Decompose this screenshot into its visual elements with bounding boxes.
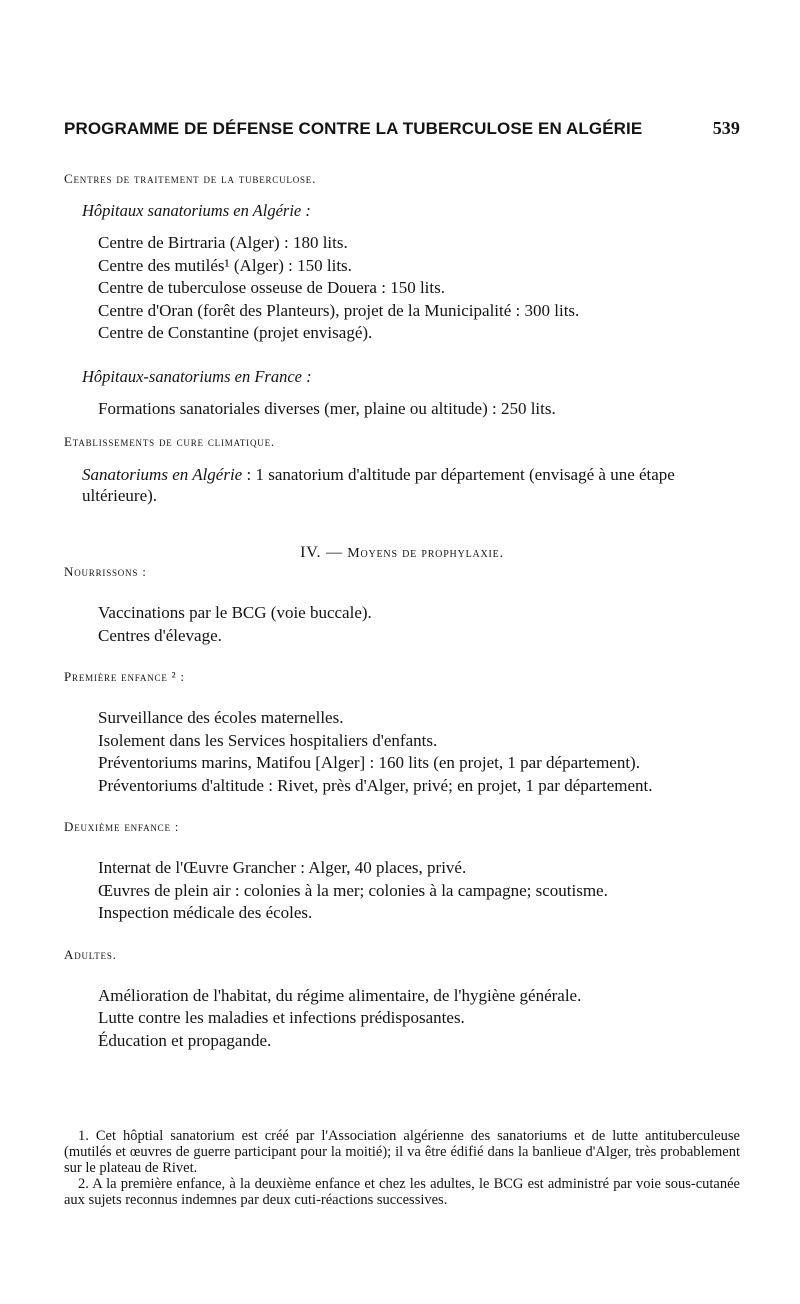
list-early-childhood <box>98 707 740 797</box>
list-item: Surveillance des écoles maternelles. <box>98 708 344 727</box>
list-item: Centre de tuberculose osseuse de Douera : 150 lits. <box>98 278 445 297</box>
list-item: Centre de Constantine (projet envisagé). <box>98 323 373 342</box>
footnote-1: 1. Cet hôptial sanatorium est créé par l'Association algérienne des sanatoriums et de lutte antituberculeuse (mutilés et œuvres de guerre participant pour la moitié); il va être édifié dans la banlieue d'Alger, très probablement sur le plateau de Rivet. <box>64 1128 740 1176</box>
list-item: Vaccinations par le BCG (voie buccale). <box>98 603 372 622</box>
subheading-hospitals-algeria: Hôpitaux sanatoriums en Algérie : <box>82 201 311 220</box>
list-hospitals-france <box>98 398 740 421</box>
list-item: Centre de Birtraria (Alger) : 180 lits. <box>98 233 348 252</box>
list-infants <box>98 602 740 647</box>
footnotes <box>64 1128 740 1208</box>
section-heading-adults: Adultes. <box>64 946 117 962</box>
list-item: Centre d'Oran (forêt des Planteurs), projet de la Municipalité : 300 lits. <box>98 300 580 320</box>
list-item: Préventoriums d'altitude : Rivet, près d'Alger, privé; en projet, 1 par département. <box>98 775 653 795</box>
list-item: Éducation et propagande. <box>98 1030 272 1050</box>
section-heading-treatment-centers: Centres de traitement de la tuberculose. <box>64 171 317 186</box>
footnote-2: 2. A la première enfance, à la deuxième enfance et chez les adultes, le BCG est administré par voie sous-cutanée aux sujets reconnus indemnes par deux cuti-réactions successives. <box>64 1176 740 1208</box>
chapter-title: Moyens de prophylaxie. <box>347 546 504 561</box>
chapter-number: IV. — <box>300 544 343 561</box>
list-item: Lutte contre les maladies et infections prédisposantes. <box>98 1008 465 1027</box>
paragraph-lead: Sanatoriums en Algérie <box>82 465 243 484</box>
list-item: Internat de l'Œuvre Grancher : Alger, 40 places, privé. <box>98 858 467 877</box>
list-item: Œuvres de plein air : colonies à la mer; colonies à la campagne; scoutisme. <box>98 880 608 900</box>
running-title: PROGRAMME DE DÉFENSE CONTRE LA TUBERCULOSE EN ALGÉRIE <box>64 119 643 138</box>
page-body <box>64 118 740 1066</box>
section-heading-infants: Nourrissons : <box>64 564 147 579</box>
list-item: Centres d'élevage. <box>98 625 222 645</box>
paragraph-text: : 1 sanatorium d'altitude par département (envisagé à une étape ultérieure). <box>82 465 675 505</box>
paragraph-sanatoriums <box>82 464 740 506</box>
running-header <box>64 118 740 139</box>
list-item: Isolement dans les Services hospitaliers d'enfants. <box>98 730 438 750</box>
list-adults <box>98 985 740 1053</box>
subheading-hospitals-france: Hôpitaux-sanatoriums en France : <box>82 366 312 386</box>
chapter-heading <box>64 544 740 562</box>
list-item: Inspection médicale des écoles. <box>98 903 313 922</box>
section-heading-second-childhood: Deuxième enfance : <box>64 819 180 834</box>
list-item: Centre des mutilés¹ (Alger) : 150 lits. <box>98 255 352 275</box>
list-item: Préventoriums marins, Matifou [Alger] : 160 lits (en projet, 1 par département). <box>98 753 640 772</box>
list-hospitals-algeria <box>98 232 740 345</box>
list-item: Amélioration de l'habitat, du régime alimentaire, de l'hygiène générale. <box>98 985 582 1005</box>
page-number: 539 <box>712 118 740 138</box>
section-heading-climatic-cure: Etablissements de cure climatique. <box>64 434 275 449</box>
list-item: Formations sanatoriales diverses (mer, plaine ou altitude) : 250 lits. <box>98 398 556 418</box>
list-second-childhood <box>98 857 740 925</box>
section-heading-early-childhood: Première enfance ² : <box>64 669 185 684</box>
